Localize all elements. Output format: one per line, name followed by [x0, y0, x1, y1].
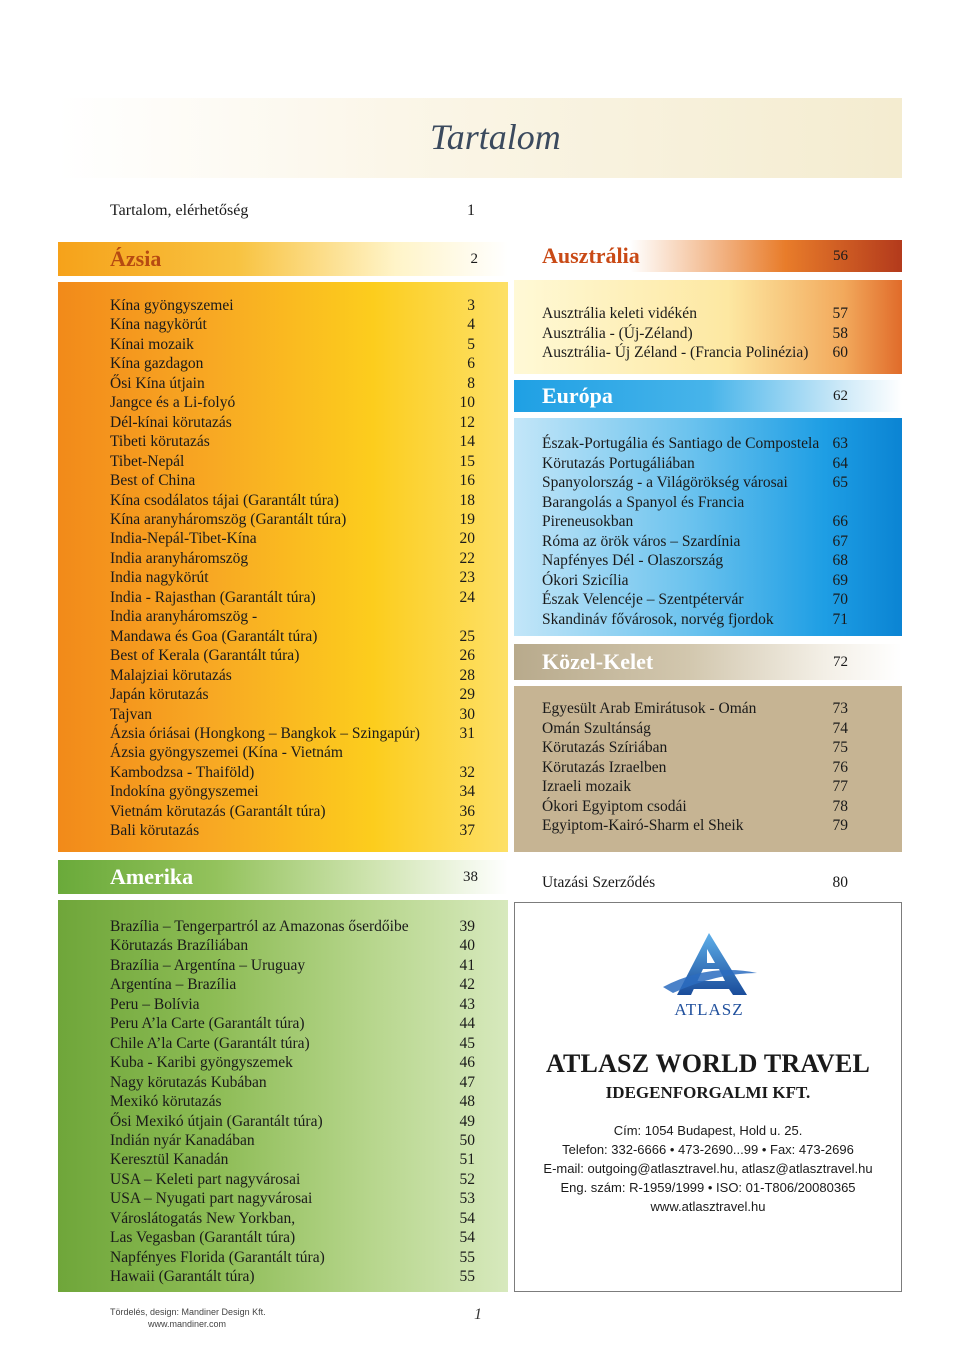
item-page: 19: [459, 510, 475, 528]
america-item[interactable]: [110, 1228, 475, 1247]
asia-item[interactable]: [110, 666, 475, 685]
item-label: India aranyháromszög: [110, 549, 249, 567]
america-item[interactable]: [110, 1131, 475, 1150]
item-label: Ókori Szicília: [542, 571, 629, 589]
america-item[interactable]: [110, 995, 475, 1014]
item-page: 29: [459, 686, 475, 704]
asia-item[interactable]: [110, 354, 475, 373]
item-label: India-Nepál-Tibet-Kína: [110, 530, 257, 548]
item-page: 55: [459, 1268, 475, 1286]
item-label: Jangce és a Li-folyó: [110, 394, 236, 412]
item-page: 43: [459, 995, 475, 1013]
item-label: Malajziai körutazás: [110, 666, 232, 684]
europe-item[interactable]: [542, 532, 848, 552]
item-page: 76: [832, 758, 848, 776]
america-item[interactable]: [110, 1209, 475, 1228]
america-item[interactable]: [110, 936, 475, 955]
near-east-header[interactable]: [514, 644, 902, 680]
europe-list: [542, 434, 848, 629]
item-page: 69: [832, 571, 848, 589]
america-page: 38: [463, 868, 478, 885]
item-page: 60: [832, 344, 848, 361]
item-page: 52: [459, 1170, 475, 1188]
america-item[interactable]: [110, 1073, 475, 1092]
asia-item[interactable]: [110, 315, 475, 334]
america-item[interactable]: [110, 975, 475, 994]
item-label: Tibeti körutazás: [110, 433, 210, 451]
item-page: 4: [467, 316, 475, 334]
item-page: 71: [832, 610, 848, 628]
item-label: Napfényes Dél - Olaszország: [542, 552, 724, 569]
item-page: 44: [459, 1015, 475, 1033]
near-east-item[interactable]: [542, 719, 848, 739]
item-label: Omán Szultánság: [542, 719, 651, 737]
item-page: 10: [459, 394, 475, 412]
item-label: Észak-Portugália és Santiago de Compostela: [542, 435, 820, 452]
item-label: Vietnám körutazás (Garantált túra): [110, 802, 326, 820]
company-name: ATLASZ WORLD TRAVEL: [545, 1049, 871, 1078]
asia-item[interactable]: [110, 763, 475, 782]
item-label: Chile A’la Carte (Garantált túra): [110, 1034, 310, 1052]
asia-item[interactable]: [110, 588, 475, 607]
europe-item[interactable]: [542, 571, 848, 591]
america-header[interactable]: [58, 860, 508, 894]
asia-item[interactable]: [110, 529, 475, 548]
item-label: Kínai mozaik: [110, 335, 194, 353]
near-east-item[interactable]: [542, 699, 848, 719]
item-page: [453, 743, 475, 762]
asia-item[interactable]: [110, 296, 475, 315]
europe-item[interactable]: [542, 454, 848, 474]
item-label: Egyesült Arab Emirátusok - Omán: [542, 700, 757, 717]
item-page: 22: [459, 549, 475, 567]
item-page: 6: [467, 355, 475, 373]
near-east-item[interactable]: [542, 758, 848, 778]
item-page: 3: [467, 297, 475, 314]
asia-item[interactable]: [110, 782, 475, 801]
asia-item[interactable]: [110, 685, 475, 704]
company-address: Cím: 1054 Budapest, Hold u. 25.: [613, 1123, 803, 1138]
contract-page: 80: [832, 874, 848, 891]
item-label: Kína gazdagon: [110, 355, 204, 373]
america-item[interactable]: [110, 1014, 475, 1033]
near-east-item[interactable]: [542, 797, 848, 817]
america-item[interactable]: [110, 1267, 475, 1286]
item-page: 68: [832, 552, 848, 569]
item-page: 25: [459, 627, 475, 645]
toc-main-entry[interactable]: [110, 202, 475, 220]
item-page: 28: [459, 666, 475, 684]
item-page: 23: [459, 569, 475, 587]
item-label: Körutazás Portugáliában: [542, 454, 695, 472]
america-item[interactable]: [110, 1248, 475, 1267]
item-page: 45: [459, 1034, 475, 1052]
europe-title: Európa: [542, 383, 613, 408]
credit-line-1: Tördelés, design: Mandiner Design Kft.: [110, 1307, 266, 1317]
asia-item[interactable]: [110, 568, 475, 587]
item-page: 67: [832, 532, 848, 550]
logo-text: ATLASZ: [674, 1000, 744, 1019]
company-email[interactable]: E-mail: outgoing@atlasztravel.hu, atlasz@atlasztravel.hu: [543, 1161, 873, 1176]
item-label: Egyiptom-Kairó-Sharm el Sheik: [542, 817, 744, 834]
asia-page: 2: [470, 250, 478, 267]
item-label: Ausztrália keleti vidékén: [542, 305, 697, 322]
near-east-list: [542, 699, 848, 836]
asia-title: Ázsia: [110, 246, 162, 271]
company-phone: Telefon: 332-6666 • 473-2690...99 • Fax: 473-2696: [562, 1142, 854, 1157]
item-label: Mandawa és Goa (Garantált túra): [110, 627, 318, 645]
europe-item[interactable]: [542, 473, 848, 493]
item-page: 41: [459, 956, 475, 974]
america-item[interactable]: [110, 1150, 475, 1169]
item-label: Bali körutazás: [110, 822, 200, 840]
asia-item[interactable]: [110, 802, 475, 821]
europe-header[interactable]: [514, 380, 902, 412]
america-item[interactable]: [110, 1170, 475, 1189]
item-label: Mexikó körutazás: [110, 1093, 222, 1111]
item-page: 18: [459, 491, 475, 509]
asia-item[interactable]: [110, 393, 475, 412]
item-page: 79: [832, 817, 848, 834]
asia-header[interactable]: [58, 242, 508, 276]
america-item[interactable]: [110, 1092, 475, 1111]
asia-item[interactable]: [110, 413, 475, 432]
item-label: Japán körutazás: [110, 686, 209, 704]
item-page: 53: [459, 1190, 475, 1208]
item-page: 55: [459, 1248, 475, 1266]
item-page: 34: [459, 783, 475, 801]
item-page: 37: [459, 822, 475, 840]
item-label: Ősi Mexikó útjain (Garantált túra): [110, 1112, 323, 1130]
item-label: Ázsia óriásai (Hongkong – Bangkok – Szingapúr): [110, 724, 420, 742]
near-east-item[interactable]: [542, 777, 848, 797]
europe-item[interactable]: [542, 590, 848, 610]
footer-page-number: 1: [474, 1306, 482, 1323]
toc-main-label: Tartalom, elérhetőség: [110, 202, 249, 219]
europe-item[interactable]: [542, 512, 848, 532]
item-page: 14: [459, 433, 475, 451]
item-page: 58: [832, 324, 848, 342]
item-page: 46: [459, 1054, 475, 1072]
item-label: Városlátogatás New Yorkban,: [110, 1209, 296, 1227]
item-page: 48: [459, 1093, 475, 1111]
footer-credit: [110, 1306, 266, 1330]
toc-main-page: 1: [467, 202, 475, 219]
item-page: 70: [832, 591, 848, 608]
australia-header[interactable]: [514, 240, 902, 272]
item-label: Argentína – Brazília: [110, 976, 237, 994]
item-page: 49: [459, 1112, 475, 1130]
item-label: Kína csodálatos tájai (Garantált túra): [110, 491, 339, 509]
asia-item[interactable]: [110, 491, 475, 510]
item-label: India nagykörút: [110, 569, 209, 587]
item-label: Kambodzsa - Thaiföld): [110, 763, 255, 781]
asia-item[interactable]: [110, 646, 475, 665]
item-page: 66: [832, 513, 848, 530]
item-page: 73: [832, 700, 848, 717]
item-label: Skandináv fővárosok, norvég fjordok: [542, 610, 774, 628]
europe-item[interactable]: [542, 551, 848, 571]
europe-item[interactable]: [542, 610, 848, 630]
item-page: 77: [832, 778, 848, 795]
item-label: Ausztrália- Új Zéland - (Francia Polinézia): [542, 344, 809, 361]
item-page: 50: [459, 1131, 475, 1149]
australia-item[interactable]: [542, 343, 848, 363]
item-label: Best of Kerala (Garantált túra): [110, 647, 300, 665]
item-label: Peru A’la Carte (Garantált túra): [110, 1015, 305, 1033]
item-page: 57: [832, 305, 848, 322]
australia-item[interactable]: [542, 324, 848, 344]
near-east-item[interactable]: [542, 738, 848, 758]
page-title: Tartalom: [430, 117, 561, 157]
item-page: 24: [459, 588, 475, 606]
item-page: 74: [832, 719, 848, 737]
item-label: Brazília – Tengerpartról az Amazonas őserdőibe: [110, 918, 409, 935]
america-item[interactable]: [110, 917, 475, 936]
australia-item[interactable]: [542, 304, 848, 324]
item-page: 36: [459, 802, 475, 820]
item-label: Körutazás Szíriában: [542, 739, 668, 756]
item-label: USA – Keleti part nagyvárosai: [110, 1170, 301, 1188]
item-label: Nagy körutazás Kubában: [110, 1073, 267, 1091]
item-page: 5: [467, 335, 475, 353]
item-label: Dél-kínai körutazás: [110, 413, 232, 431]
item-label: Kína gyöngyszemei: [110, 297, 234, 314]
item-label: Tibet-Nepál: [110, 452, 185, 470]
item-label: Barangolás a Spanyol és Francia: [542, 493, 745, 511]
europe-page: 62: [833, 387, 848, 404]
asia-item[interactable]: [110, 335, 475, 354]
item-page: 26: [459, 647, 475, 665]
america-item[interactable]: [110, 1112, 475, 1131]
america-item[interactable]: [110, 1189, 475, 1208]
asia-item[interactable]: [110, 743, 475, 762]
australia-page: 56: [833, 247, 848, 264]
company-website[interactable]: www.atlasztravel.hu: [650, 1199, 766, 1214]
near-east-title: Közel-Kelet: [542, 649, 654, 674]
america-item[interactable]: [110, 1053, 475, 1072]
item-label: Izraeli mozaik: [542, 778, 632, 795]
item-page: 65: [832, 474, 848, 491]
item-label: Tajvan: [110, 705, 152, 723]
asia-item[interactable]: [110, 705, 475, 724]
item-label: Észak Velencéje – Szentpétervár: [542, 591, 744, 608]
item-label: Napfényes Florida (Garantált túra): [110, 1248, 325, 1266]
item-page: 16: [459, 472, 475, 490]
item-label: Körutazás Brazíliában: [110, 937, 249, 955]
item-label: Indián nyár Kanadában: [110, 1131, 255, 1149]
item-label: Brazília – Argentína – Uruguay: [110, 956, 306, 974]
item-page: 64: [832, 454, 848, 472]
item-page: [826, 493, 848, 513]
asia-item[interactable]: [110, 627, 475, 646]
item-page: 75: [832, 739, 848, 756]
item-label: Spanyolország - a Világörökség városai: [542, 474, 788, 491]
credit-line-2: www.mandiner.com: [148, 1319, 227, 1329]
item-label: Kína aranyháromszög (Garantált túra): [110, 510, 347, 528]
item-label: India aranyháromszög -: [110, 608, 258, 626]
item-page: 30: [459, 705, 475, 723]
item-page: 54: [459, 1229, 475, 1247]
item-page: 20: [459, 530, 475, 548]
america-list: [110, 917, 475, 1287]
asia-item[interactable]: [110, 607, 475, 626]
item-page: 42: [459, 976, 475, 994]
item-page: 51: [459, 1151, 475, 1169]
item-label: Ősi Kína útjain: [110, 374, 205, 392]
item-page: 12: [459, 413, 475, 431]
item-label: Ausztrália - (Új-Zéland): [542, 324, 693, 342]
item-label: Kuba - Karibi gyöngyszemek: [110, 1054, 293, 1072]
item-label: Ázsia gyöngyszemei (Kína - Vietnám: [110, 744, 343, 762]
item-label: Körutazás Izraelben: [542, 758, 667, 776]
america-item[interactable]: [110, 1034, 475, 1053]
item-page: 54: [459, 1209, 475, 1227]
item-page: 47: [459, 1073, 475, 1091]
europe-item[interactable]: [542, 434, 848, 454]
item-page: 15: [459, 452, 475, 470]
item-label: Hawaii (Garantált túra): [110, 1268, 255, 1286]
europe-item[interactable]: [542, 493, 848, 513]
asia-item[interactable]: [110, 549, 475, 568]
asia-item[interactable]: [110, 471, 475, 490]
near-east-item[interactable]: [542, 816, 848, 836]
company-box: [514, 902, 902, 1292]
item-label: Keresztül Kanadán: [110, 1151, 229, 1169]
item-page: 31: [459, 724, 475, 742]
item-page: 39: [459, 918, 475, 935]
asia-list: [110, 296, 475, 841]
asia-item[interactable]: [110, 374, 475, 393]
item-page: 32: [459, 763, 475, 781]
australia-title: Ausztrália: [542, 243, 640, 268]
item-label: India - Rajasthan (Garantált túra): [110, 588, 316, 606]
asia-item[interactable]: [110, 821, 475, 840]
item-label: Róma az örök város – Szardínia: [542, 532, 741, 550]
item-label: Best of China: [110, 472, 196, 490]
australia-list: [542, 304, 848, 363]
near-east-page: 72: [833, 653, 848, 670]
contract-label: Utazási Szerződés: [542, 874, 656, 891]
asia-item[interactable]: [110, 724, 475, 743]
item-label: Kína nagykörút: [110, 316, 207, 334]
item-label: Peru – Bolívia: [110, 995, 200, 1013]
item-page: [453, 607, 475, 626]
asia-item[interactable]: [110, 432, 475, 451]
atlasz-logo: [657, 929, 761, 1021]
item-page: 8: [467, 374, 475, 392]
item-label: Las Vegasban (Garantált túra): [110, 1229, 296, 1247]
company-registration: Eng. szám: R-1959/1999 • ISO: 01-T806/20080365: [560, 1180, 856, 1195]
contract-entry[interactable]: [542, 874, 848, 892]
america-title: Amerika: [110, 864, 194, 889]
company-subtitle: IDEGENFORGALMI KFT.: [605, 1083, 811, 1102]
item-label: USA – Nyugati part nagyvárosai: [110, 1190, 313, 1208]
america-item[interactable]: [110, 956, 475, 975]
asia-item[interactable]: [110, 510, 475, 529]
item-page: 40: [459, 937, 475, 955]
item-label: Ókori Egyiptom csodái: [542, 797, 687, 815]
asia-item[interactable]: [110, 452, 475, 471]
item-label: Pireneusokban: [542, 513, 634, 530]
item-label: Indokína gyöngyszemei: [110, 783, 259, 801]
item-page: 78: [832, 797, 848, 815]
item-page: 63: [832, 435, 848, 452]
